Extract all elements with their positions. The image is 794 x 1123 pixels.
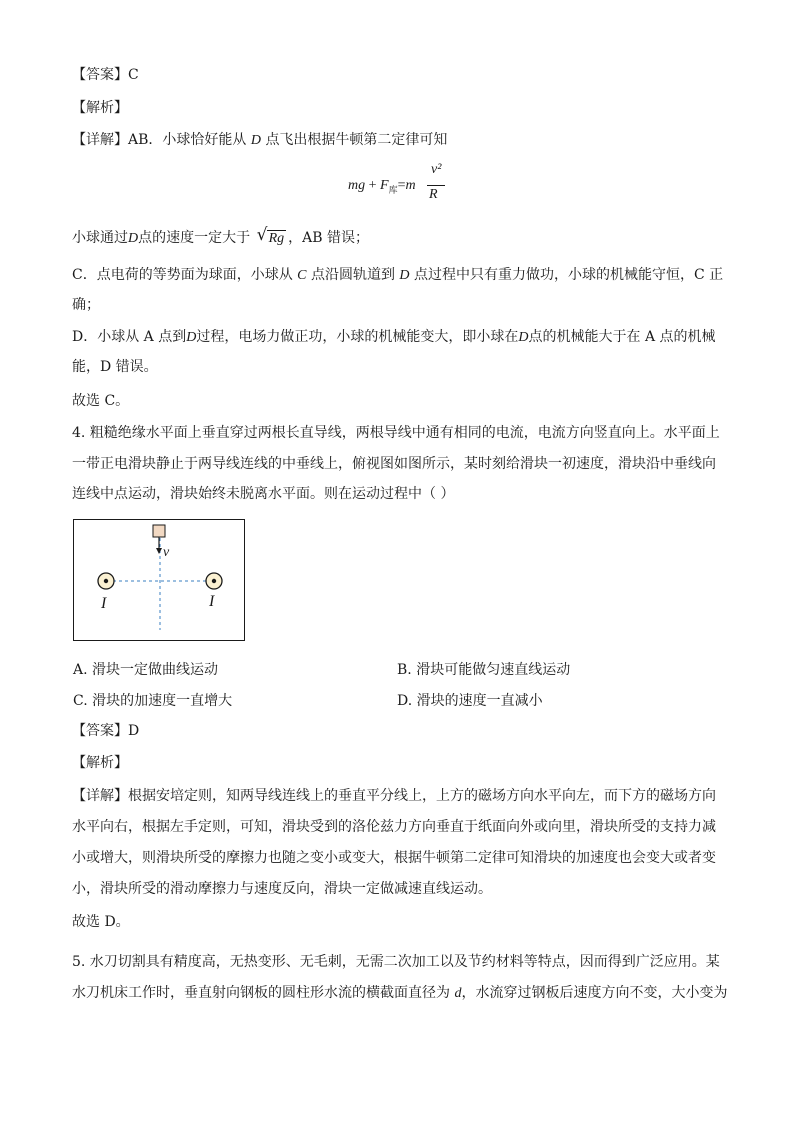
q3-choose: 故选 C。	[72, 393, 130, 409]
point-label: D	[399, 268, 410, 283]
text: ，AB 错误；	[288, 230, 369, 246]
q4-detail-line3: 小或增大，则滑块所受的摩擦力也随之变小或变大，根据牛顿第二定律可知滑块的加速度也会变大或者变	[72, 850, 716, 866]
velocity-arrowhead	[156, 548, 162, 554]
q4-answer	[72, 722, 139, 740]
q5-stem-line2	[72, 984, 727, 1003]
answer-value: C	[128, 67, 139, 83]
formula-term: m	[405, 178, 416, 193]
text: 水刀机床工作时，垂直射向钢板的圆柱形水流的横截面直径为	[72, 985, 450, 1001]
q3-detail-line1	[72, 131, 447, 150]
q5-stem-line1: 5. 水刀切割具有精度高，无热变形、无毛刺，无需二次加工以及节约材料等特点，因而得到广泛应用。某	[72, 954, 720, 970]
sqrt-symbol: √	[256, 225, 268, 245]
q4-detail-line2: 水平向右，根据左手定则，可知，滑块受到的洛伦兹力方向垂直于纸面向外或向里，滑块所受的支持力减	[72, 819, 716, 835]
q4-stem-line1: 4. 粗糙绝缘水平面上垂直穿过两根长直导线，两根导线中通有相同的电流，电流方向竖直向上。水平面上	[72, 425, 720, 441]
velocity-label: v	[163, 545, 170, 560]
sqrt-expression	[256, 225, 287, 248]
q4-stem-line2: 一带正电滑块静止于两导线连线的中垂线上，俯视图如图所示，某时刻给滑块一初速度，滑块沿中垂线向	[72, 456, 716, 472]
q4-option-d: D. 滑块的速度一直减小	[397, 693, 543, 709]
right-current-label: I	[209, 593, 215, 610]
q4-option-b: B. 滑块可能做匀速直线运动	[397, 662, 571, 678]
point-label: D	[250, 133, 261, 148]
detail-label: 【详解】	[72, 788, 128, 804]
q3-option-d-line1	[72, 328, 716, 347]
q3-speed-line	[72, 225, 369, 248]
answer-label: 【答案】	[72, 67, 128, 83]
text: D．小球从 A 点到	[72, 329, 187, 345]
text: 点过程中只有重力做功，小球的机械能守恒，C 正	[414, 267, 724, 283]
point-label: C	[297, 268, 307, 283]
detail-text: 点飞出根据牛顿第二定律可知	[265, 132, 448, 148]
formula-term: mg	[348, 178, 366, 193]
formula-numerator: v²	[431, 162, 442, 177]
detail-text: 根据安培定则，知两导线连线上的垂直平分线上，上方的磁场方向水平向左，而下方的磁场方向	[128, 788, 716, 804]
formula-subscript: 库	[388, 184, 398, 195]
text: 点的机械能大于在 A 点的机械	[528, 329, 716, 345]
radicand: Rg	[268, 231, 285, 246]
answer-value: D	[128, 723, 140, 739]
right-wire-dot	[212, 579, 216, 583]
formula-plus: +	[365, 178, 381, 193]
q4-option-a: A. 滑块一定做曲线运动	[73, 662, 219, 678]
q4-option-c: C. 滑块的加速度一直增大	[73, 693, 233, 709]
q3-analysis-label: 【解析】	[72, 100, 128, 116]
text: 点的速度一定大于	[138, 230, 251, 246]
text: C．点电荷的等势面为球面，小球从	[72, 267, 293, 283]
slider-block	[153, 525, 165, 537]
formula-equals: =	[397, 178, 406, 193]
point-label: D	[186, 330, 197, 345]
figure-svg	[74, 520, 244, 640]
left-current-label: I	[101, 595, 107, 612]
q4-detail-line4: 小，滑块所受的滑动摩擦力与速度反向，滑块一定做减速直线运动。	[72, 881, 492, 897]
text: 过程，电场力做正功，小球的机械能变大，即小球在	[196, 329, 519, 345]
q4-detail-line1	[72, 787, 716, 805]
q3-option-c-line2: 确；	[72, 297, 100, 313]
q3-option-c-line1	[72, 266, 723, 285]
text: ，水流穿过钢板后速度方向不变，大小变为	[461, 985, 728, 1001]
q4-choose: 故选 D。	[72, 914, 130, 930]
point-label: D	[518, 330, 529, 345]
fraction-bar	[427, 185, 445, 186]
q4-figure	[73, 519, 245, 641]
q4-stem-line3: 连线中点运动，滑块始终未脱离水平面。则在运动过程中（ ）	[72, 486, 455, 502]
answer-label: 【答案】	[72, 723, 128, 739]
detail-label: 【详解】	[72, 132, 128, 148]
q4-analysis-label: 【解析】	[72, 755, 128, 771]
formula-term: F	[380, 178, 389, 193]
newton-formula	[340, 162, 460, 212]
q3-answer	[72, 66, 139, 84]
point-label: D	[128, 231, 139, 246]
text: 小球通过	[72, 230, 128, 246]
text: 点沿圆轨道到	[310, 267, 395, 283]
q3-option-d-line2: 能，D 错误。	[72, 359, 158, 375]
left-wire-dot	[104, 579, 108, 583]
detail-text: AB．小球恰好能从	[128, 132, 247, 148]
formula-denominator: R	[429, 187, 438, 202]
variable-label: d	[454, 986, 462, 1001]
